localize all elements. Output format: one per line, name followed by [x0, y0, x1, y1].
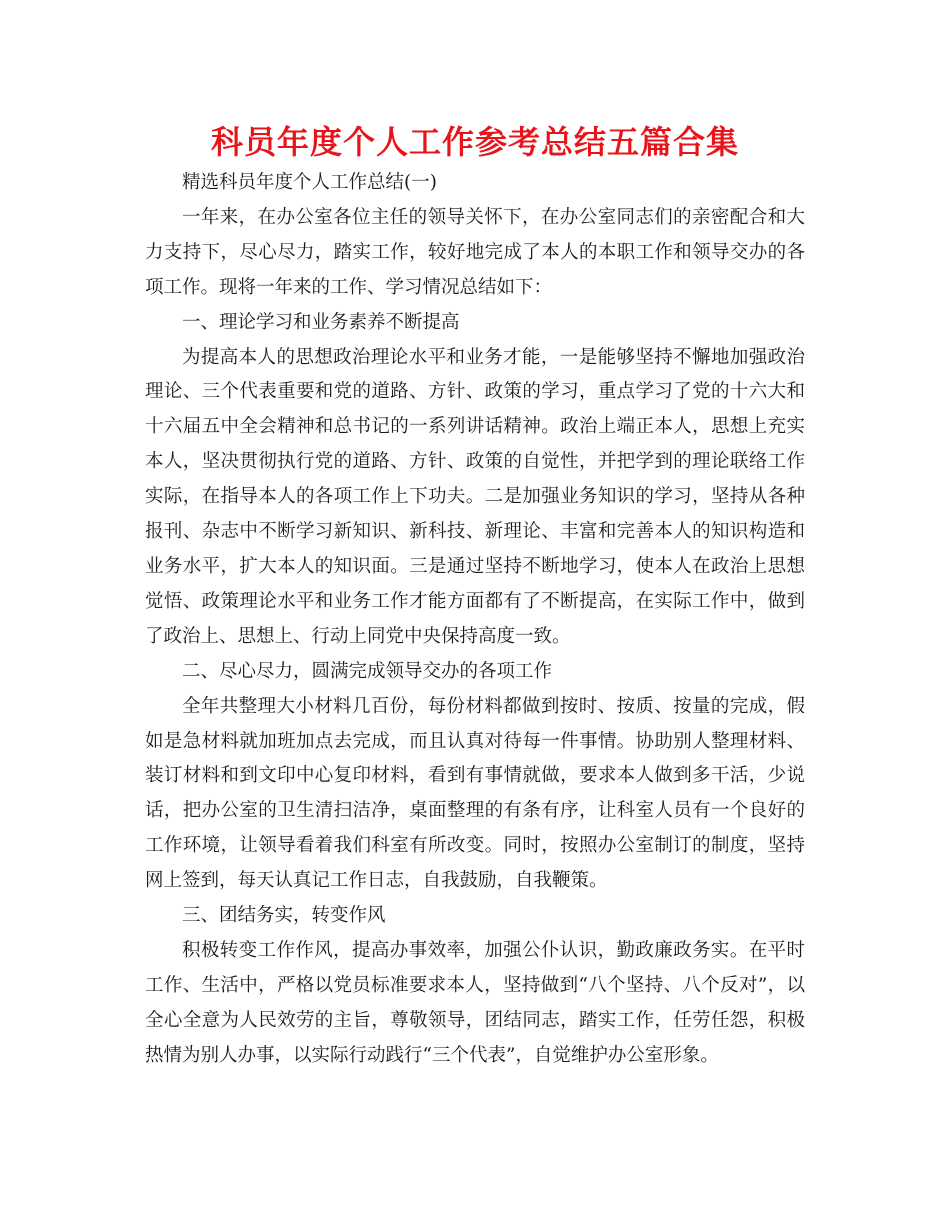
paragraph-section-3: 积极转变工作作风，提高办事效率，加强公仆认识，勤政廉政务实。在平时工作、生活中，严格以党员标准要求本人，坚持做到“八个坚持、八个反对”，以全心全意为人民效劳的主旨，尊敬领导，团结同志，踏实工作，任劳任怨，积极热情为别人办事，以实际行动践行“三个代表”，自觉维护办公室形象。 [145, 939, 805, 1066]
paragraph-section-1: 为提高本人的思想政治理论水平和业务才能，一是能够坚持不懈地加强政治理论、三个代表重要和党的道路、方针、政策的学习，重点学习了党的十六大和十六届五中全会精神和总书记的一系列讲话精神。政治上端正本人，思想上充实本人，坚决贯彻执行党的道路、方针、政策的自觉性，并把学到的理论联络工作实际，在指导本人的各项工作上下功夫。二是加强业务知识的学习，坚持从各种报刊、杂志中不断学习新知识、新科技、新理论、丰富和完善本人的知识构造和业务水平，扩大本人的知识面。三是通过坚持不断地学习，使本人在政治上思想觉悟、政策理论水平和业务工作才能方面都有了不断提高，在实际工作中，做到了政治上、思想上、行动上同党中央保持高度一致。 [145, 346, 805, 647]
section-heading-1: 一、理论学习和业务素养不断提高 [182, 311, 460, 333]
document-body [145, 166, 805, 1074]
document-title: 科员年度个人工作参考总结五篇合集 [210, 123, 739, 161]
section-heading-2: 二、尽心尽力，圆满完成领导交办的各项工作 [182, 660, 553, 682]
section-heading-3: 三、团结务实，转变作风 [182, 905, 386, 927]
paragraph-section-2: 全年共整理大小材料几百份，每份材料都做到按时、按质、按量的完成，假如是急材料就加班加点去完成，而且认真对待每一件事情。协助别人整理材料、装订材料和到文印中心复印材料，看到有事情就做，要求本人做到多干活，少说话，把办公室的卫生清扫洁净，桌面整理的有条有序，让科室人员有一个良好的工作环境，让领导看着我们科室有所改变。同时，按照办公室制订的制度，坚持网上签到，每天认真记工作日志，自我鼓励，自我鞭策。 [145, 695, 805, 892]
paragraph-opening: 一年来，在办公室各位主任的领导关怀下，在办公室同志们的亲密配合和大力支持下，尽心尽力，踏实工作，较好地完成了本人的本职工作和领导交办的各项工作。现将一年来的工作、学习情况总结如下： [145, 206, 805, 298]
section-heading-intro: 精选科员年度个人工作总结(一) [182, 172, 437, 193]
